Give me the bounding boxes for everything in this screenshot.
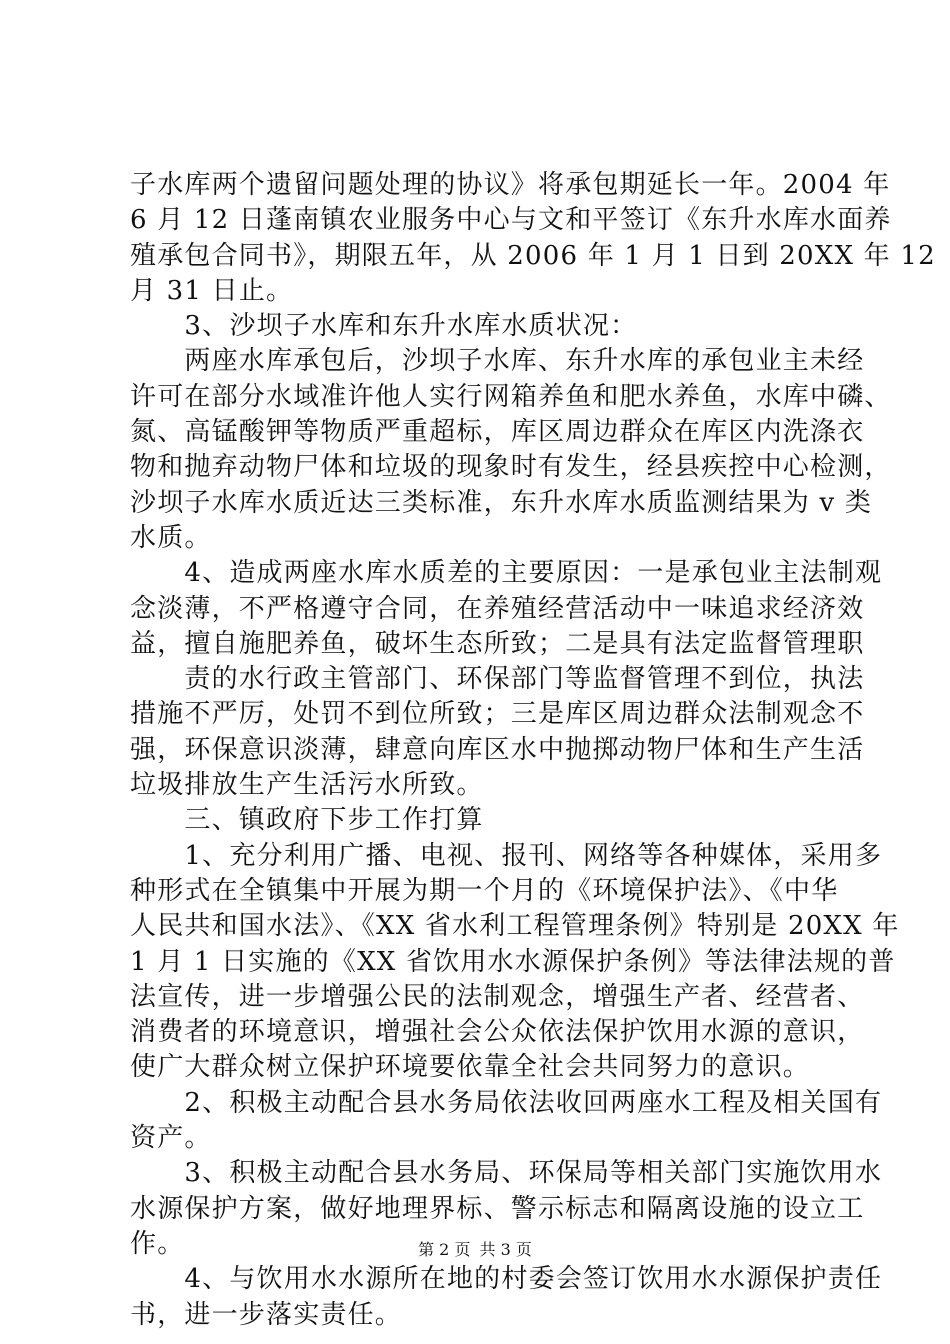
page-number: 第 2 页 [418,1240,471,1259]
text-line: 沙坝子水库水质近达三类标准，东升水库水质监测结果为 v 类 [130,487,873,518]
text-line: 6 月 12 日蓬南镇农业服务中心与文和平签订《东升水库水面养 [130,205,892,236]
text-line: 书，进一步落实责任。 [130,1299,403,1330]
text-line: 水质。 [130,522,212,553]
document-body [130,168,936,1333]
text-line: 垃圾排放生产生活污水所致。 [130,770,484,801]
text-line: 物和抛弃动物尸体和垃圾的现象时有发生，经县疾控中心检测， [130,452,892,483]
text-line: 月 31 日止。 [130,275,294,306]
text-line: 殖承包合同书》，期限五年，从 2006 年 1 月 1 日到 20XX 年 12 [130,240,936,271]
text-line: 两座水库承包后，沙坝子水库、东升水库的承包业主未经 [130,346,865,377]
text-line: 3、积极主动配合县水务局、环保局等相关部门实施饮用水 [130,1158,883,1189]
text-line: 2、积极主动配合县水务局依法收回两座水工程及相关国有 [130,1087,883,1118]
text-line: 念淡薄，不严格遵守合同，在养殖经营活动中一味追求经济效 [130,593,865,624]
page-footer [0,1240,950,1260]
text-line: 1、充分利用广播、电视、报刊、网络等各种媒体，采用多 [130,840,883,871]
text-line: 种形式在全镇集中开展为期一个月的《环境保护法》、《中华 [130,875,839,906]
text-line: 责的水行政主管部门、环保部门等监督管理不到位，执法 [130,664,865,695]
text-line: 益，擅自施肥养鱼，破坏生态所致；二是具有法定监督管理职 [130,628,865,659]
text-line: 许可在部分水域准许他人实行网箱养鱼和肥水养鱼，水库中磷、 [130,381,892,412]
section-heading: 3、沙坝子水库和东升水库水质状况： [130,311,638,342]
text-line: 1 月 1 日实施的《XX 省饮用水水源保护条例》等法律法规的普 [130,946,896,977]
page-total: 共 3 页 [479,1240,532,1259]
text-line: 使广大群众树立保护环境要依靠全社会共同努力的意识。 [130,1052,811,1083]
text-line: 措施不严厉，处罚不到位所致；三是库区周边群众法制观念不 [130,699,865,730]
text-line: 水源保护方案，做好地理界标、警示标志和隔离设施的设立工 [130,1193,865,1224]
text-line: 4、与饮用水水源所在地的村委会签订饮用水水源保护责任 [130,1264,883,1295]
text-line: 子水库两个遗留问题处理的协议》将承包期延长一年。2004 年 [130,170,891,200]
text-line: 法宣传，进一步增强公民的法制观念，增强生产者、经营者、 [130,981,865,1012]
text-line: 4、造成两座水库水质差的主要原因：一是承包业主法制观 [130,558,883,589]
text-line: 资产。 [130,1123,212,1154]
section-heading: 三、镇政府下步工作打算 [130,805,484,836]
text-line: 消费者的环境意识，增强社会公众依法保护饮用水源的意识， [130,1017,865,1048]
text-line: 强，环保意识淡薄，肆意向库区水中抛掷动物尸体和生产生活 [130,734,865,765]
text-line: 作。 [130,1228,185,1259]
text-line: 人民共和国水法》、《XX 省水利工程管理条例》特别是 20XX 年 [130,911,900,942]
text-line: 氮、高锰酸钾等物质严重超标，库区周边群众在库区内洗涤衣 [130,417,865,448]
